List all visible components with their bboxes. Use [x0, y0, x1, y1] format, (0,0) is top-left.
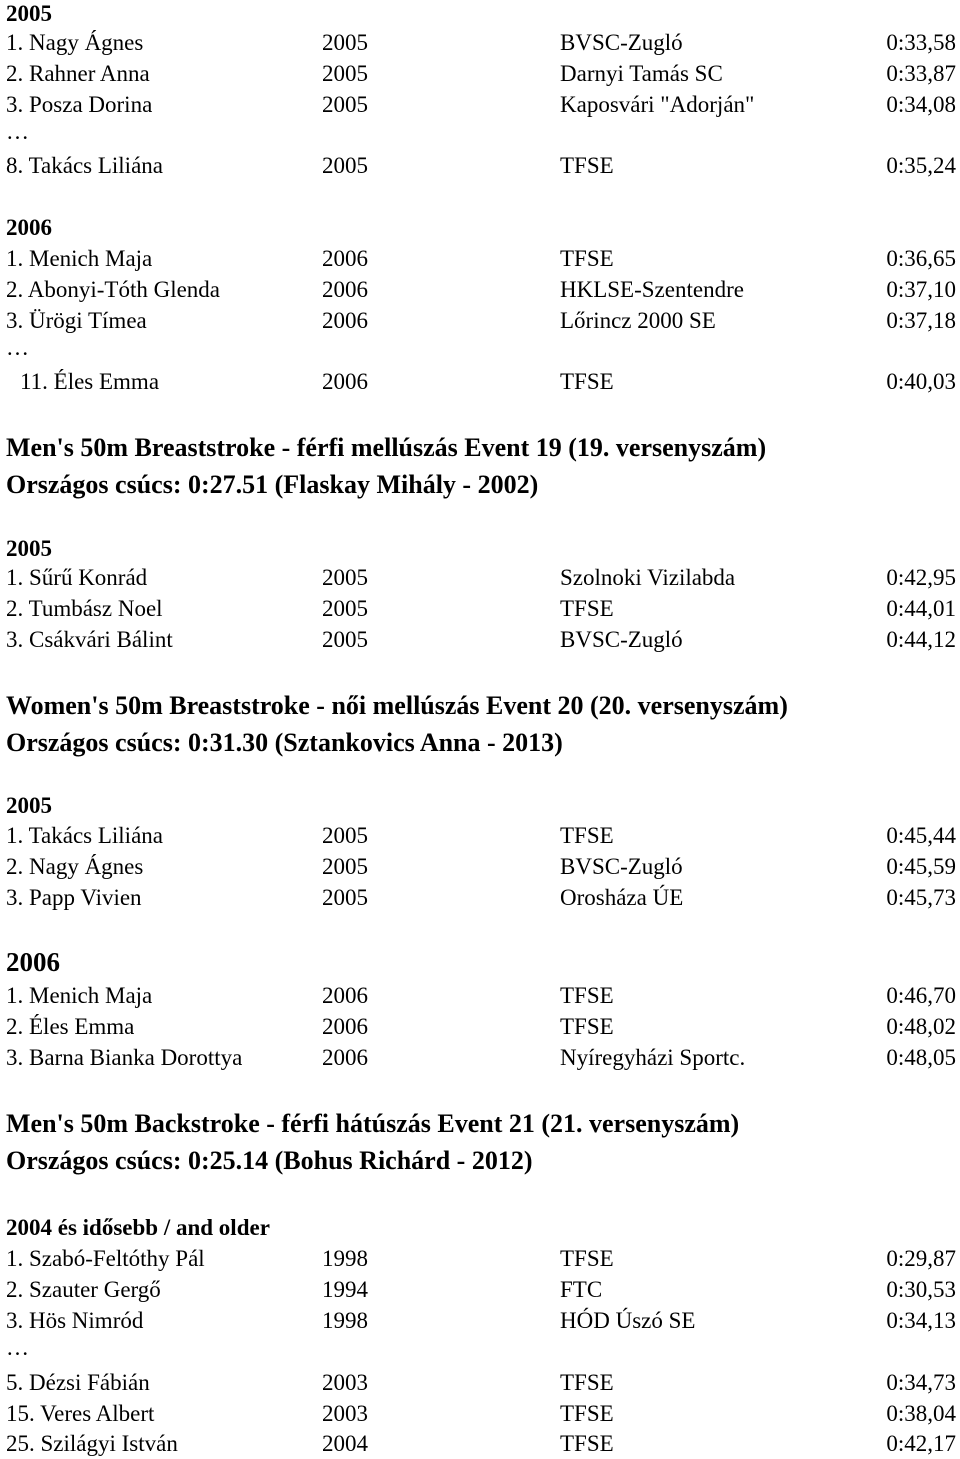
result-time: 0:30,53 [886, 1277, 956, 1302]
result-row [6, 27, 960, 58]
swimmer-name: 3. Papp Vivien [6, 885, 142, 910]
birth-year: 2006 [322, 1014, 368, 1039]
result-time: 0:48,05 [886, 1045, 956, 1070]
birth-year: 1994 [322, 1277, 368, 1302]
swimmer-name: 25. Szilágyi István [6, 1431, 178, 1456]
result-time: 0:45,59 [886, 854, 956, 879]
result-row [6, 305, 960, 336]
birth-year: 2005 [322, 30, 368, 55]
result-row [6, 882, 960, 913]
swimmer-name: 1. Sűrű Konrád [6, 565, 148, 590]
result-time: 0:44,01 [886, 596, 956, 621]
age-group-2006: 2006 [6, 215, 52, 240]
result-row [6, 1367, 960, 1398]
swimmer-name: 2. Szauter Gergő [6, 1277, 161, 1302]
result-row [6, 624, 960, 655]
age-group-2005: 2005 [6, 536, 52, 561]
event-title: Men's 50m Breaststroke - férfi mellúszás Event 19 (19. versenyszám) [6, 433, 767, 462]
swimmer-name: 1. Szabó-Feltóthy Pál [6, 1246, 205, 1271]
club-name: TFSE [560, 823, 614, 848]
swimmer-name: 3. Ürögi Tímea [6, 308, 147, 333]
swimmer-name: 2. Tumbász Noel [6, 596, 163, 621]
birth-year: 2003 [322, 1401, 368, 1426]
swimmer-name: 5. Dézsi Fábián [6, 1370, 150, 1395]
result-row [6, 851, 960, 882]
result-row [6, 1243, 960, 1274]
swimmer-name: 3. Posza Dorina [6, 92, 153, 117]
club-name: TFSE [560, 1014, 614, 1039]
birth-year: 2004 [322, 1431, 368, 1456]
result-time: 0:42,95 [886, 565, 956, 590]
result-time: 0:33,58 [886, 30, 956, 55]
club-name: BVSC-Zugló [560, 627, 683, 652]
swimmer-name: 1. Menich Maja [6, 983, 153, 1008]
club-name: TFSE [560, 246, 614, 271]
national-record: Országos csúcs: 0:31.30 (Sztankovics Anna - 2013) [6, 728, 563, 757]
result-time: 0:45,44 [886, 823, 956, 848]
result-time: 0:37,10 [886, 277, 956, 302]
birth-year: 2006 [322, 1045, 368, 1070]
birth-year: 2005 [322, 153, 368, 178]
club-name: TFSE [560, 369, 614, 394]
swimmer-name: 8. Takács Liliána [6, 153, 163, 178]
club-name: TFSE [560, 1401, 614, 1426]
club-name: Nyíregyházi Sportc. [560, 1045, 746, 1070]
club-name: BVSC-Zugló [560, 30, 683, 55]
result-row [6, 1305, 960, 1336]
result-row [6, 1428, 960, 1459]
result-row [20, 366, 960, 397]
club-name: TFSE [560, 983, 614, 1008]
club-name: BVSC-Zugló [560, 854, 683, 879]
result-row [6, 150, 960, 181]
swimmer-name: 2. Nagy Ágnes [6, 854, 144, 879]
result-time: 0:46,70 [886, 983, 956, 1008]
result-time: 0:44,12 [886, 627, 956, 652]
result-row [6, 1274, 960, 1305]
result-time: 0:34,08 [886, 92, 956, 117]
birth-year: 2006 [322, 308, 368, 333]
swimmer-name: 2. Abonyi-Tóth Glenda [6, 277, 220, 302]
birth-year: 2005 [322, 596, 368, 621]
result-time: 0:45,73 [886, 885, 956, 910]
birth-year: 2005 [322, 885, 368, 910]
swimmer-name: 1. Takács Liliána [6, 823, 163, 848]
swimmer-name: 1. Menich Maja [6, 246, 153, 271]
result-time: 0:40,03 [886, 369, 956, 394]
result-row [6, 593, 960, 624]
birth-year: 2006 [322, 246, 368, 271]
club-name: Szolnoki Vizilabda [560, 565, 736, 590]
club-name: HKLSE-Szentendre [560, 277, 744, 302]
result-time: 0:48,02 [886, 1014, 956, 1039]
swimmer-name: 15. Veres Albert [6, 1401, 155, 1426]
result-time: 0:29,87 [886, 1246, 956, 1271]
birth-year: 1998 [322, 1308, 368, 1333]
result-row [6, 58, 960, 89]
result-time: 0:34,13 [886, 1308, 956, 1333]
club-name: FTC [560, 1277, 603, 1302]
national-record: Országos csúcs: 0:25.14 (Bohus Richárd - 2012) [6, 1146, 533, 1175]
ellipsis: … [6, 335, 29, 360]
club-name: HÓD Úszó SE [560, 1308, 696, 1333]
ellipsis: … [6, 119, 29, 144]
result-row [6, 562, 960, 593]
birth-year: 2005 [322, 92, 368, 117]
birth-year: 2003 [322, 1370, 368, 1395]
club-name: TFSE [560, 1370, 614, 1395]
swimmer-name: 3. Hös Nimród [6, 1308, 144, 1333]
event-title: Women's 50m Breaststroke - női mellúszás Event 20 (20. versenyszám) [6, 691, 788, 720]
result-time: 0:35,24 [886, 153, 956, 178]
age-group-2005: 2005 [6, 793, 52, 818]
swimmer-name: 3. Barna Bianka Dorottya [6, 1045, 243, 1070]
result-row [6, 1011, 960, 1042]
ellipsis: … [6, 1335, 29, 1360]
result-time: 0:37,18 [886, 308, 956, 333]
birth-year: 2005 [322, 627, 368, 652]
club-name: Kaposvári "Adorján" [560, 92, 755, 117]
birth-year: 2005 [322, 565, 368, 590]
age-group-2006: 2006 [6, 947, 60, 977]
swimmer-name: 1. Nagy Ágnes [6, 30, 144, 55]
age-group-2005: 2005 [6, 1, 52, 26]
birth-year: 2005 [322, 854, 368, 879]
club-name: TFSE [560, 596, 614, 621]
swimmer-name: 2. Rahner Anna [6, 61, 150, 86]
birth-year: 2006 [322, 983, 368, 1008]
club-name: TFSE [560, 1246, 614, 1271]
result-row [6, 243, 960, 274]
result-row [6, 89, 960, 120]
swimmer-name: 3. Csákvári Bálint [6, 627, 173, 652]
result-row [6, 820, 960, 851]
result-row [6, 1398, 960, 1429]
birth-year: 2005 [322, 823, 368, 848]
result-time: 0:36,65 [886, 246, 956, 271]
result-time: 0:33,87 [886, 61, 956, 86]
swimmer-name: 11. Éles Emma [20, 369, 160, 394]
event-title: Men's 50m Backstroke - férfi hátúszás Event 21 (21. versenyszám) [6, 1109, 740, 1138]
swimmer-name: 2. Éles Emma [6, 1014, 135, 1039]
result-row [6, 980, 960, 1011]
result-row [6, 274, 960, 305]
birth-year: 2005 [322, 61, 368, 86]
national-record: Országos csúcs: 0:27.51 (Flaskay Mihály - 2002) [6, 470, 539, 499]
result-row [6, 1042, 960, 1073]
club-name: Lőrincz 2000 SE [560, 308, 716, 333]
birth-year: 1998 [322, 1246, 368, 1271]
result-time: 0:34,73 [886, 1370, 956, 1395]
club-name: TFSE [560, 1431, 614, 1456]
result-time: 0:38,04 [886, 1401, 956, 1426]
age-group-older: 2004 és idősebb / and older [6, 1215, 270, 1240]
club-name: Orosháza ÚE [560, 885, 684, 910]
club-name: TFSE [560, 153, 614, 178]
birth-year: 2006 [322, 277, 368, 302]
birth-year: 2006 [322, 369, 368, 394]
club-name: Darnyi Tamás SC [560, 61, 723, 86]
result-time: 0:42,17 [886, 1431, 956, 1456]
